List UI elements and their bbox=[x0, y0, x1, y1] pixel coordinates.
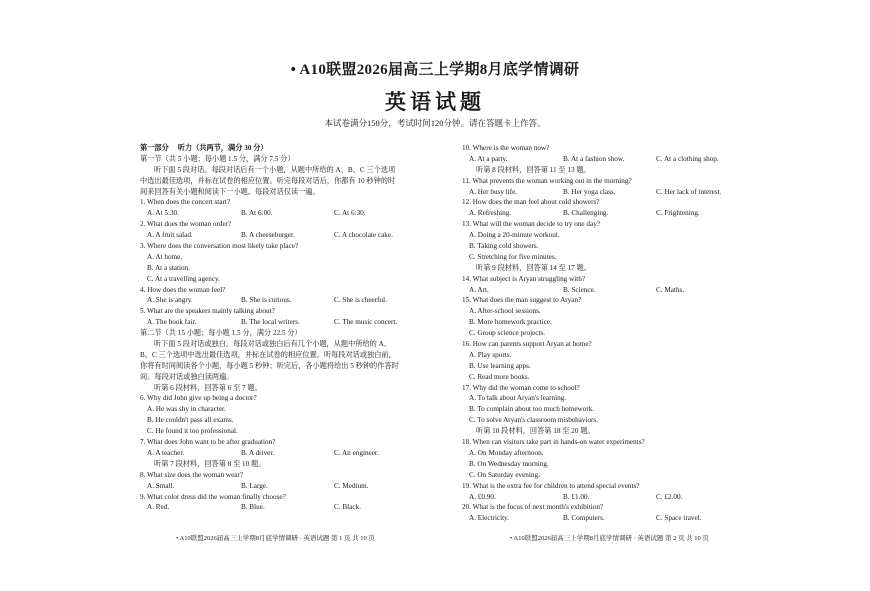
answer-option: A. Red. bbox=[147, 503, 170, 512]
answer-option: C. At 6:30. bbox=[334, 209, 366, 218]
question-text: 12. How does the man feel about cold showers? bbox=[462, 198, 600, 207]
answer-option: A. After-school sessions. bbox=[469, 307, 541, 316]
answer-option: A. On Monday afternoon. bbox=[469, 448, 544, 457]
answer-option: A. A fruit salad. bbox=[147, 231, 193, 240]
answer-option: C. Black. bbox=[334, 503, 361, 512]
answer-option: C. At a travelling agency. bbox=[147, 274, 220, 283]
question-text: 7. What does John want to be after graduation? bbox=[140, 438, 276, 447]
answer-options-row bbox=[140, 295, 440, 306]
question-text: 14. What subject is Aryan struggling with? bbox=[462, 274, 586, 283]
answer-option: A. Refreshing. bbox=[469, 209, 512, 218]
question-text: 16. How can parents support Aryan at home? bbox=[462, 340, 592, 349]
answer-option: C. Maths. bbox=[656, 285, 685, 294]
answer-options-row bbox=[462, 154, 762, 165]
instruction-text: 第一节（共 5 小题；每小题 1.5 分，满分 7.5 分） bbox=[140, 154, 295, 163]
answer-option: A. She is angry. bbox=[147, 296, 193, 305]
answer-option: C. £2.00. bbox=[656, 492, 683, 501]
instruction-text: 中选出最佳选项，并标在试卷的相应位置。听完每段对话后，你都有 10 秒钟的时 bbox=[140, 176, 396, 185]
exam-instructions: 本试卷满分150分，考试时间120分钟。请在答题卡上作答。 bbox=[324, 118, 546, 128]
answer-option: C. Her lack of interest. bbox=[656, 187, 722, 196]
answer-option: A. Play sports. bbox=[469, 350, 512, 359]
question-text: 11. What prevents the woman working out in the morning? bbox=[462, 176, 632, 185]
question-text: 8. What size does the woman wear? bbox=[140, 470, 244, 479]
right-column bbox=[462, 143, 762, 524]
answer-option: B. On Wednesday morning. bbox=[469, 459, 549, 468]
answer-option: B. Large. bbox=[241, 481, 268, 490]
answer-option: A. Doing a 20-minute workout. bbox=[469, 231, 560, 240]
answer-option: A. The book fair. bbox=[147, 318, 197, 327]
answer-option: B. A driver. bbox=[241, 448, 275, 457]
question-text: 10. Where is the woman now? bbox=[462, 144, 550, 152]
subject-title: 英语试题 bbox=[385, 90, 485, 114]
answer-options-row bbox=[462, 513, 762, 524]
question-text: 3. Where does the conversation most likely take place? bbox=[140, 242, 299, 251]
answer-option: B. £1.00. bbox=[563, 492, 590, 501]
question-text: 18. When can visitors take part in hands-on water experiments? bbox=[462, 438, 645, 447]
instruction-text: 听第 10 段材料，回答第 18 至 20 题。 bbox=[476, 427, 595, 436]
question-text: 9. What color dress did the woman finally choose? bbox=[140, 492, 286, 501]
answer-option: C. He found it too professional. bbox=[147, 427, 238, 436]
answer-option: A. A teacher. bbox=[147, 448, 185, 457]
instruction-text: 听下面 5 段对话或独白。每段对话或独白后有几个小题，从题中所给的 A、 bbox=[154, 340, 391, 349]
answer-option: A. At home. bbox=[147, 252, 183, 261]
instruction-text: 间来回答有关小题和阅读下一小题。每段对话仅读一遍。 bbox=[140, 187, 320, 196]
answer-option: C. At a clothing shop. bbox=[656, 154, 719, 163]
instruction-text: 你将有时间阅读各个小题，每小题 5 秒钟；听完后，各小题将给出 5 秒钟的作答时 bbox=[140, 361, 399, 370]
answer-option: B. To complain about too much homework. bbox=[469, 405, 595, 414]
answer-option: A. At 5:30. bbox=[147, 209, 179, 218]
question-text: 5. What are the speakers mainly talking about? bbox=[140, 307, 275, 316]
answer-option: B. At a station. bbox=[147, 263, 190, 272]
page-footer-left: • A10联盟2026届高三上学期8月底学情调研 · 英语试题 第 1 页 共 10 页 bbox=[176, 535, 375, 542]
answer-options-row bbox=[140, 317, 440, 328]
answer-option: C. Group science projects. bbox=[469, 329, 546, 338]
answer-option: A. Art. bbox=[469, 285, 489, 294]
section-heading: 第一部分 听力（共两节，满分 30 分） bbox=[140, 144, 268, 152]
answer-option: C. On Saturday evening. bbox=[469, 470, 540, 479]
answer-options-row bbox=[462, 285, 762, 296]
answer-option: B. The local writers. bbox=[241, 318, 300, 327]
answer-options-row bbox=[140, 481, 440, 492]
instruction-text: 听第 9 段材料，回答第 14 至 17 题。 bbox=[476, 263, 592, 272]
question-text: 15. What does the man suggest to Aryan? bbox=[462, 296, 582, 305]
answer-option: C. Read more books. bbox=[469, 372, 530, 381]
instruction-text: 听第 8 段材料，回答第 11 至 13 题。 bbox=[476, 165, 591, 174]
answer-option: B. At 6:00. bbox=[241, 209, 273, 218]
left-column bbox=[140, 143, 440, 513]
answer-options-row bbox=[140, 208, 440, 219]
answer-option: B. Computers. bbox=[563, 514, 605, 523]
question-text: 1. When does the concert start? bbox=[140, 198, 231, 207]
answer-options-row bbox=[140, 230, 440, 241]
question-text: 17. Why did the woman come to school? bbox=[462, 383, 580, 392]
answer-option: B. He couldn't pass all exams. bbox=[147, 416, 234, 425]
answer-option: B. Science. bbox=[563, 285, 596, 294]
answer-options-row bbox=[140, 502, 440, 513]
page-footer-right: • A10联盟2026届高三上学期8月底学情调研 · 英语试题 第 2 页 共 10 页 bbox=[510, 535, 709, 542]
instruction-text: B、C 三个选项中选出最佳选项，并标在试卷的相应位置。听每段对话或独白前， bbox=[140, 350, 396, 359]
answer-option: C. She is cheerful. bbox=[334, 296, 387, 305]
answer-option: B. More homework practice. bbox=[469, 318, 552, 327]
answer-option: B. Taking cold showers. bbox=[469, 242, 539, 251]
exam-title: • A10联盟2026届高三上学期8月底学情调研 bbox=[290, 62, 580, 78]
answer-option: C. The music concert. bbox=[334, 318, 398, 327]
instruction-text: 听下面 5 段对话。每段对话后有一个小题，从题中所给的 A、B、C 三个选项 bbox=[154, 165, 396, 174]
answer-option: B. Blue. bbox=[241, 503, 265, 512]
question-text: 4. How does the woman feel? bbox=[140, 285, 226, 294]
question-text: 19. What is the extra fee for children to attend special events? bbox=[462, 481, 640, 490]
answer-option: B. She is curious. bbox=[241, 296, 292, 305]
question-text: 2. What does the woman order? bbox=[140, 220, 232, 229]
question-text: 20. What is the focus of next month's exhibition? bbox=[462, 503, 604, 512]
question-text: 13. What will the woman decide to try one day? bbox=[462, 220, 600, 229]
answer-option: B. A cheeseburger. bbox=[241, 231, 295, 240]
answer-options-row bbox=[462, 492, 762, 503]
question-text: 6. Why did John give up being a doctor? bbox=[140, 394, 257, 403]
answer-options-row bbox=[140, 448, 440, 459]
answer-options-row bbox=[462, 187, 762, 198]
answer-option: B. Use learning apps. bbox=[469, 361, 531, 370]
answer-option: B. Challenging. bbox=[563, 209, 609, 218]
answer-option: C. To solve Aryan's classroom misbehaviors. bbox=[469, 416, 599, 425]
instruction-text: 第二节（共 15 小题；每小题 1.5 分，满分 22.5 分） bbox=[140, 329, 302, 338]
answer-option: C. Medium. bbox=[334, 481, 369, 490]
answer-option: A. £0.90. bbox=[469, 492, 496, 501]
answer-option: A. Her busy life. bbox=[469, 187, 518, 196]
instruction-text: 听第 7 段材料，回答第 8 至 10 题。 bbox=[154, 459, 266, 468]
answer-option: A. At a party. bbox=[469, 154, 508, 163]
answer-option: C. A chocolate cake. bbox=[334, 231, 393, 240]
answer-option: C. An engineer. bbox=[334, 448, 379, 457]
instruction-text: 听第 6 段材料，回答第 6 至 7 题。 bbox=[154, 383, 262, 392]
answer-option: C. Space travel. bbox=[656, 514, 702, 523]
answer-option: A. To talk about Aryan's learning. bbox=[469, 394, 567, 403]
answer-option: B. At a fashion show. bbox=[563, 154, 625, 163]
answer-option: C. Frightening. bbox=[656, 209, 700, 218]
answer-option: A. Electricity. bbox=[469, 514, 510, 523]
answer-options-row bbox=[462, 208, 762, 219]
answer-option: C. Stretching for five minutes. bbox=[469, 252, 557, 261]
instruction-text: 间。每段对话或独白读两遍。 bbox=[140, 372, 234, 381]
answer-option: B. Her yoga class. bbox=[563, 187, 616, 196]
answer-option: A. Small. bbox=[147, 481, 175, 490]
answer-option: A. He was shy in character. bbox=[147, 405, 226, 414]
